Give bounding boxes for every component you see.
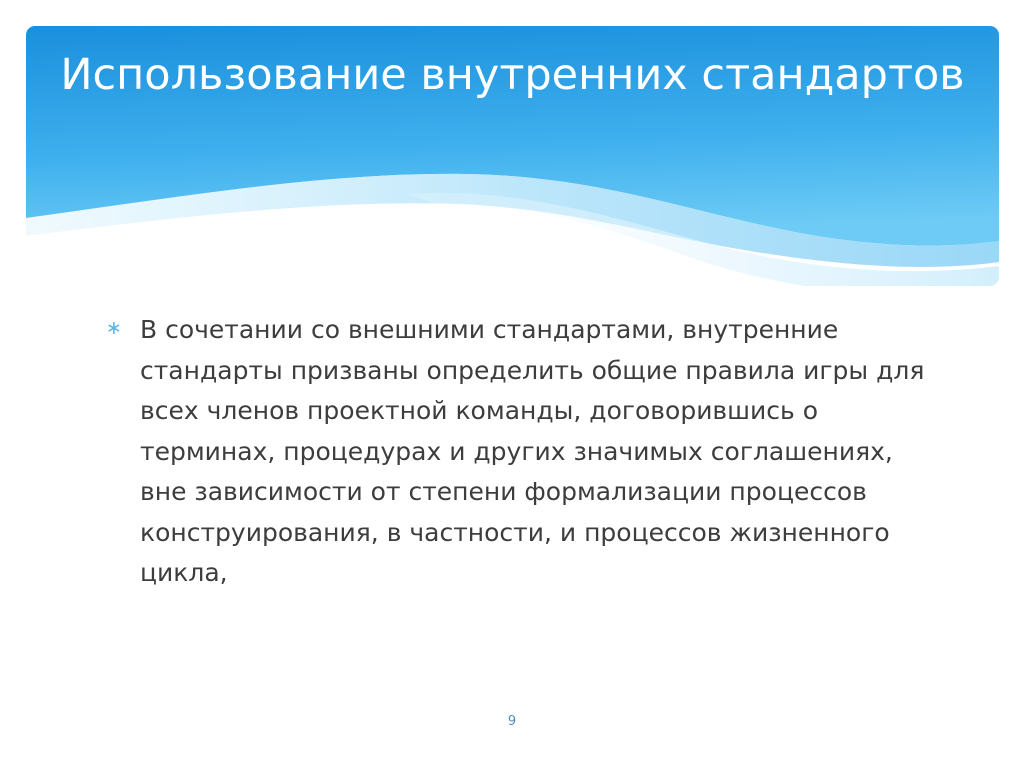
page-number: 9: [507, 714, 517, 729]
asterisk-bullet-icon: ∗: [106, 317, 122, 339]
slide-title: Использование внутренних стандартов: [60, 50, 965, 100]
content-area: [106, 310, 926, 594]
bullet-text: В сочетании со внешними стандартами, внутренние стандарты призваны определить общие правила игры для всех членов проектной команды, договорившись о терминах, процедурах и других значимых соглашениях, вне зависимости от степени формализации процессов конструирования, в частности, и процессов жизненного цикла,: [140, 315, 925, 587]
bullet-item: [106, 310, 926, 594]
